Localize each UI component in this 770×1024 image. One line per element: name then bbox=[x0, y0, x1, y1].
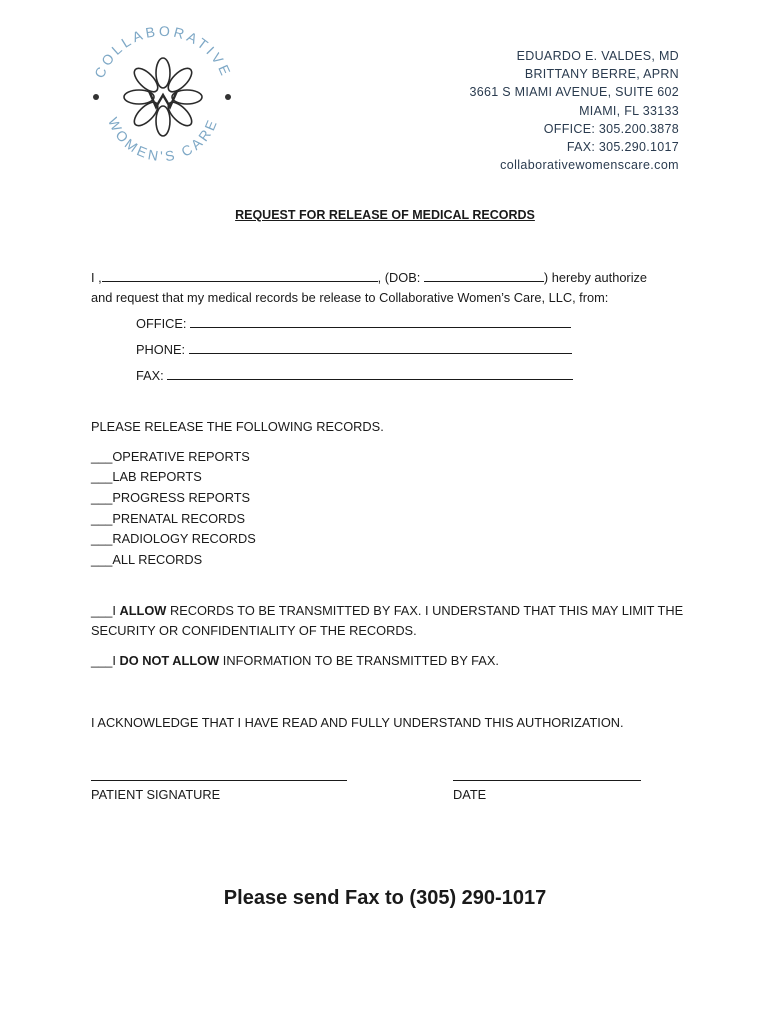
office-label: OFFICE: bbox=[136, 316, 187, 331]
dob-field[interactable] bbox=[424, 268, 544, 282]
date-label: DATE bbox=[453, 787, 487, 802]
fax-field[interactable] bbox=[167, 366, 573, 380]
logo-top-text: COLLABORATIVE bbox=[91, 24, 235, 81]
leaf-wreath-icon bbox=[124, 58, 202, 136]
street-address: 3661 S MIAMI AVENUE, SUITE 602 bbox=[469, 85, 679, 100]
fax-deny-prefix: ___I bbox=[91, 653, 120, 668]
phone-row bbox=[136, 340, 572, 360]
phone-label: PHONE: bbox=[136, 342, 186, 357]
patient-signature-label: PATIENT SIGNATURE bbox=[91, 787, 221, 802]
fax-allow-prefix: ___I bbox=[91, 603, 120, 618]
intro-line-1 bbox=[91, 268, 647, 288]
office-field[interactable] bbox=[190, 314, 571, 328]
intro-i: I , bbox=[91, 270, 102, 285]
phone-field[interactable] bbox=[189, 340, 572, 354]
patient-name-field[interactable] bbox=[102, 268, 378, 282]
aprn-name: BRITTANY BERRE, APRN bbox=[524, 67, 679, 82]
fax-allow-bold: ALLOW bbox=[119, 603, 167, 618]
office-phone: OFFICE: 305.200.3878 bbox=[543, 121, 679, 136]
record-option-operative[interactable]: ___OPERATIVE REPORTS bbox=[91, 449, 250, 464]
practice-contact-block bbox=[469, 47, 679, 174]
website: collaborativewomenscare.com bbox=[500, 158, 679, 173]
intro-line-2: and request that my medical records be release to Collaborative Women’s Care, LLC, from: bbox=[91, 290, 609, 305]
fax-allow-option[interactable] bbox=[91, 601, 683, 621]
fax-deny-option[interactable] bbox=[91, 651, 499, 671]
record-option-all[interactable]: ___ALL RECORDS bbox=[91, 552, 203, 567]
fax-allow-line-2: SECURITY OR CONFIDENTIALITY OF THE RECORDS. bbox=[91, 623, 417, 638]
fax-allow-rest: RECORDS TO BE TRANSMITTED BY FAX. I UNDERSTAND THAT THIS MAY LIMIT THE bbox=[166, 603, 684, 618]
acknowledgement: I ACKNOWLEDGE THAT I HAVE READ AND FULLY UNDERSTAND THIS AUTHORIZATION. bbox=[91, 715, 624, 730]
record-option-lab[interactable]: ___LAB REPORTS bbox=[91, 469, 202, 484]
fax-row bbox=[136, 366, 573, 386]
fax-deny-bold: DO NOT ALLOW bbox=[119, 653, 220, 668]
city-state-zip: MIAMI, FL 33133 bbox=[579, 103, 679, 118]
svg-text:COLLABORATIVE bbox=[91, 24, 235, 80]
form-title: REQUEST FOR RELEASE OF MEDICAL RECORDS bbox=[235, 208, 535, 222]
record-option-prenatal[interactable]: ___PRENATAL RECORDS bbox=[91, 511, 246, 526]
record-option-progress[interactable]: ___PROGRESS REPORTS bbox=[91, 490, 251, 505]
logo-bottom-text: WOMEN'S CARE bbox=[105, 114, 221, 165]
fax-number: FAX: 305.290.1017 bbox=[566, 140, 679, 155]
fax-deny-rest: INFORMATION TO BE TRANSMITTED BY FAX. bbox=[219, 653, 499, 668]
svg-text:WOMEN'S CARE bbox=[105, 115, 221, 164]
office-row bbox=[136, 314, 571, 334]
collaborative-womens-care-logo bbox=[86, 24, 240, 174]
fax-instruction: Please send Fax to (305) 290-1017 bbox=[223, 887, 547, 909]
records-heading: PLEASE RELEASE THE FOLLOWING RECORDS. bbox=[91, 419, 384, 434]
record-option-radiology[interactable]: ___RADIOLOGY RECORDS bbox=[91, 531, 256, 546]
authorize-text: ) hereby authorize bbox=[543, 270, 648, 285]
fax-label: FAX: bbox=[136, 368, 164, 383]
dob-label: , (DOB: bbox=[377, 270, 421, 285]
date-line[interactable] bbox=[453, 780, 641, 781]
signature-line[interactable] bbox=[91, 780, 347, 781]
physician-name: EDUARDO E. VALDES, MD bbox=[516, 49, 679, 63]
